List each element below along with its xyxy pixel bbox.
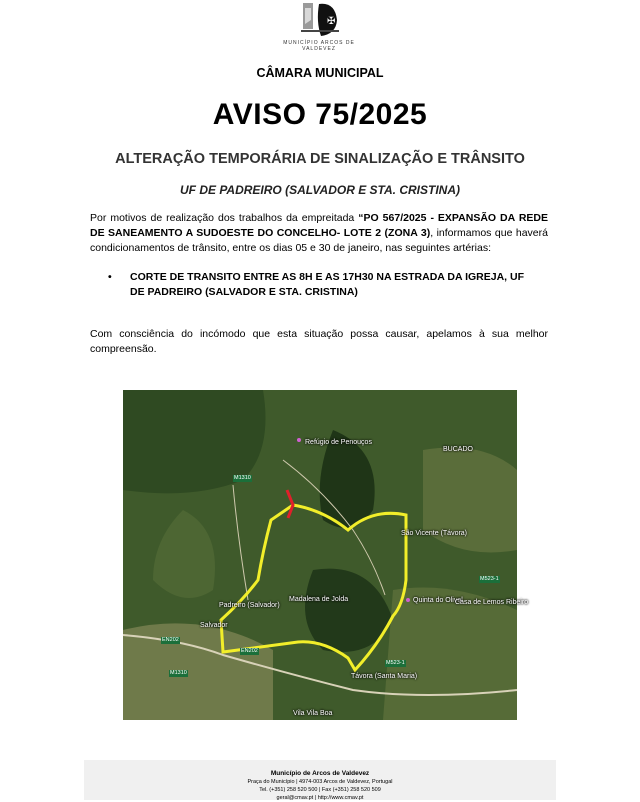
municipality-logo xyxy=(283,0,355,56)
footer-web: geral@cmav.pt | http://www.cmav.pt xyxy=(276,795,364,801)
contract-name: “PO 567/2025 - EXPANSÃO DA REDE DE SANEAMENTO A SUDOESTE DO CONCELHO- LOTE 2 (ZONA 3) xyxy=(90,212,548,239)
logo-text: MUNICÍPIO ARCOS DE VALDEVEZ xyxy=(283,40,355,52)
footer-address: Praça do Município | 4974-003 Arcos de Valdevez, Portugal xyxy=(247,779,393,785)
coat-of-arms-icon xyxy=(289,0,349,40)
closure-text: CORTE DE TRANSITO ENTRE AS 8H E AS 17H30 NA ESTRADA DA IGREJA, UF DE PADREIRO (SALVADOR E STA. CRISTINA) xyxy=(130,271,525,298)
intro-text-start: Por motivos de realização dos trabalhos da empreitada xyxy=(90,212,359,224)
organization-name: CÂMARA MUNICIPAL xyxy=(256,66,384,80)
footer xyxy=(84,760,556,800)
footer-contacts: Tel. (+351) 258 520 500 | Fax (+351) 258 520 509 xyxy=(259,787,381,793)
notice-subtitle: ALTERAÇÃO TEMPORÁRIA DE SINALIZAÇÃO E TRÂNSITO xyxy=(115,151,525,167)
intro-paragraph xyxy=(90,211,548,256)
road-label: M1310 xyxy=(234,475,251,481)
satellite-map xyxy=(123,390,529,720)
road-label: M523-1 xyxy=(386,660,405,666)
map-label: Quinta do Olival xyxy=(413,597,463,604)
map-label: BUCADO xyxy=(443,446,473,453)
intro-text-end: , informamos que haverá condicionamentos de trânsito, entre os dias 05 e 30 de janeiro, nas seguintes artérias: xyxy=(90,227,548,254)
road-label: M1310 xyxy=(170,670,187,676)
road-label: EN202 xyxy=(241,648,258,654)
road-label: EN202 xyxy=(162,637,179,643)
footer-name: Município de Arcos de Valdevez xyxy=(270,770,370,777)
bullet-icon: • xyxy=(108,271,112,283)
road-label: M523-1 xyxy=(480,576,499,582)
map-label: Vila Vila Boa xyxy=(293,710,333,717)
map-label: Salvador xyxy=(200,622,228,629)
notice-title: AVISO 75/2025 xyxy=(212,98,428,131)
map-label: Padreiro (Salvador) xyxy=(219,602,280,609)
map-label: Távora (Santa Maria) xyxy=(351,673,418,680)
map-label: São Vicente (Távora) xyxy=(401,530,468,537)
notice-location: UF DE PADREIRO (SALVADOR E STA. CRISTINA) xyxy=(179,183,460,197)
svg-text:✠: ✠ xyxy=(327,16,336,27)
map-label: Madalena de Jolda xyxy=(289,596,349,603)
closing-paragraph: Com consciência do incómodo que esta situação possa causar, apelamos à sua melhor compreensão. xyxy=(90,328,548,355)
map-label: Refúgio de Penouços xyxy=(305,439,372,446)
map-label: Casa de Lemos Ribeiro xyxy=(455,599,529,606)
